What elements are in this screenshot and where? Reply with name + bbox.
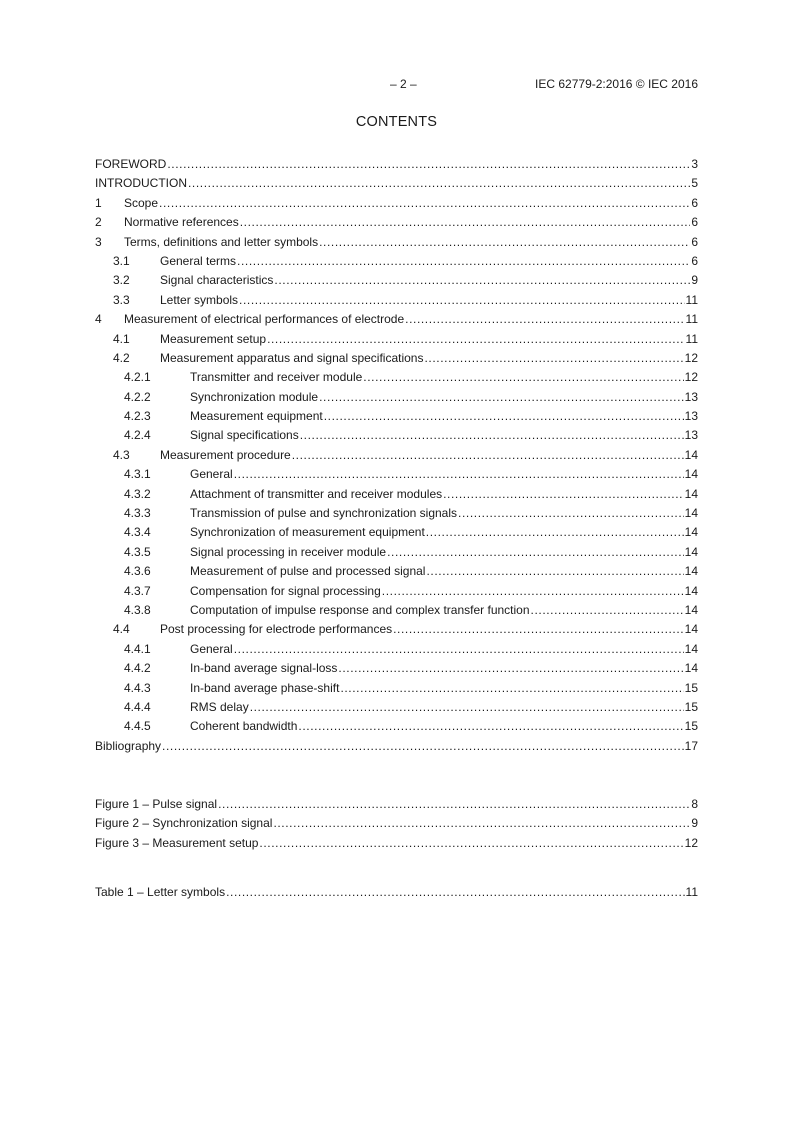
toc-entry[interactable]	[95, 485, 698, 504]
dot-leader	[300, 426, 684, 445]
toc-entry[interactable]	[95, 582, 698, 601]
toc-entry-title: Transmission of pulse and synchronization signals	[190, 506, 458, 521]
toc-entry-number: 4.4.3	[124, 680, 151, 695]
figure-entry[interactable]	[95, 834, 698, 853]
toc-entry-number: 4.3.4	[124, 525, 151, 540]
toc-entry[interactable]	[95, 426, 698, 445]
toc-entry[interactable]	[95, 271, 698, 290]
toc-page-number: 13	[684, 428, 698, 443]
toc-entry-title: General terms	[160, 253, 237, 268]
toc-entry-number: 4.3.2	[124, 486, 151, 501]
toc-entry-number: 2	[95, 215, 102, 230]
toc-entry-number: 4.4.1	[124, 641, 151, 656]
toc-entry[interactable]	[95, 543, 698, 562]
toc-entry-title: General	[190, 467, 233, 482]
toc-entry-title: RMS delay	[190, 699, 249, 714]
toc-page-number: 12	[684, 350, 698, 365]
toc-page-number: 14	[684, 583, 698, 598]
toc-entry[interactable]	[95, 368, 698, 387]
toc-entry-title: Measurement equipment	[190, 409, 323, 424]
toc-entry-number: 4.4.4	[124, 699, 151, 714]
toc-entry-number: 4.3.1	[124, 467, 151, 482]
toc-entry-number: 4.2.2	[124, 389, 151, 404]
toc-entry-number: 1	[95, 195, 102, 210]
toc-entry-title: Measurement procedure	[160, 447, 291, 462]
toc-entry[interactable]	[95, 310, 698, 329]
dot-leader	[319, 388, 684, 407]
toc-page-number: 15	[684, 719, 698, 734]
page-number: – 2 –	[390, 77, 417, 91]
toc-entry-number: 3.2	[113, 273, 130, 288]
toc-entry[interactable]	[95, 388, 698, 407]
toc-entry[interactable]	[95, 330, 698, 349]
toc-entry[interactable]	[95, 523, 698, 542]
dot-leader	[324, 407, 684, 426]
toc-entry-title: Figure 3 – Measurement setup	[95, 835, 259, 850]
toc-entry-number: 4	[95, 312, 102, 327]
dot-leader	[159, 194, 690, 213]
toc-page-number: 14	[684, 602, 698, 617]
toc-page-number: 13	[684, 389, 698, 404]
toc-entry-title: Computation of impulse response and complex transfer function	[190, 602, 530, 617]
dot-leader	[363, 368, 683, 387]
toc-entry-number: 4.2.4	[124, 428, 151, 443]
toc-page-number: 14	[684, 544, 698, 559]
toc-page-number: 15	[684, 699, 698, 714]
toc-entry-number: 4.4.5	[124, 719, 151, 734]
toc-page-number: 11	[685, 312, 698, 327]
toc-entry[interactable]	[95, 194, 698, 213]
toc-entry-title: Table 1 – Letter symbols	[95, 885, 226, 899]
toc-entry-number: 4.3.5	[124, 544, 151, 559]
dot-leader	[319, 233, 690, 252]
toc-entry[interactable]	[95, 213, 698, 232]
dot-leader	[259, 834, 683, 853]
toc-entry-title: Scope	[124, 195, 159, 210]
toc-entry-title: Measurement of electrical performances of electrode	[124, 312, 405, 327]
table-of-contents	[95, 155, 698, 756]
dot-leader	[234, 465, 684, 484]
toc-page-number: 14	[684, 506, 698, 521]
toc-page-number: 14	[684, 661, 698, 676]
toc-page-number: 5	[691, 176, 698, 191]
dot-leader	[424, 349, 683, 368]
toc-page-number: 15	[684, 680, 698, 695]
toc-entry-number: 4.3.7	[124, 583, 151, 598]
toc-entry[interactable]	[95, 737, 698, 756]
toc-page-number: 17	[684, 738, 698, 753]
toc-entry-number: 4.2.1	[124, 370, 151, 385]
toc-entry-title: Post processing for electrode performances	[160, 622, 393, 637]
toc-entry[interactable]	[95, 155, 698, 174]
toc-entry-number: 3.1	[113, 253, 130, 268]
toc-entry[interactable]	[95, 233, 698, 252]
toc-entry-title: Measurement of pulse and processed signal	[190, 564, 426, 579]
toc-entry[interactable]	[95, 252, 698, 271]
toc-entry-title: FOREWORD	[95, 157, 167, 171]
dot-leader	[382, 582, 684, 601]
toc-page-number: 9	[691, 273, 698, 288]
toc-entry-number: 4.4	[113, 622, 130, 637]
toc-entry[interactable]	[95, 465, 698, 484]
dot-leader	[239, 291, 685, 310]
toc-entry[interactable]	[95, 679, 698, 698]
toc-entry-number: 4.3.3	[124, 506, 151, 521]
toc-page-number: 11	[685, 292, 698, 307]
dot-leader	[387, 543, 684, 562]
dot-leader	[426, 562, 683, 581]
toc-page-number: 12	[684, 835, 698, 850]
dot-leader	[298, 717, 683, 736]
dot-leader	[226, 883, 684, 902]
toc-entry[interactable]	[95, 717, 698, 736]
toc-entry[interactable]	[95, 446, 698, 465]
toc-page-number: 14	[684, 622, 698, 637]
figure-entry[interactable]	[95, 795, 698, 814]
toc-entry[interactable]	[95, 659, 698, 678]
toc-page-number: 3	[691, 157, 698, 171]
toc-entry-number: 4.3.8	[124, 602, 151, 617]
toc-entry-title: In-band average signal-loss	[190, 661, 338, 676]
toc-entry[interactable]	[95, 640, 698, 659]
toc-entry-title: Terms, definitions and letter symbols	[124, 234, 319, 249]
toc-entry-title: Signal specifications	[190, 428, 299, 443]
dot-leader	[250, 698, 684, 717]
dot-leader	[237, 252, 690, 271]
dot-leader	[188, 174, 690, 193]
dot-leader	[267, 330, 684, 349]
dot-leader	[426, 523, 684, 542]
toc-entry-title: Signal characteristics	[160, 273, 274, 288]
toc-page-number: 11	[685, 885, 698, 899]
list-of-figures	[95, 795, 698, 853]
toc-entry-number: 4.2.3	[124, 409, 151, 424]
toc-page-number: 14	[684, 486, 698, 501]
toc-entry-title: Synchronization of measurement equipment	[190, 525, 425, 540]
toc-entry[interactable]	[95, 698, 698, 717]
toc-entry-title: INTRODUCTION	[95, 176, 187, 191]
toc-entry[interactable]	[95, 562, 698, 581]
toc-entry-title: Normative references	[124, 215, 239, 230]
dot-leader	[273, 814, 690, 833]
toc-entry-number: 4.3	[113, 447, 130, 462]
table-entry[interactable]	[95, 883, 698, 902]
dot-leader	[443, 485, 684, 504]
page-title: CONTENTS	[355, 114, 438, 130]
toc-entry[interactable]	[95, 291, 698, 310]
toc-page-number: 14	[684, 641, 698, 656]
toc-entry-number: 4.2	[113, 350, 130, 365]
dot-leader	[458, 504, 684, 523]
dot-leader	[393, 620, 684, 639]
toc-entry-number: 4.3.6	[124, 564, 151, 579]
toc-page-number: 14	[684, 467, 698, 482]
toc-entry-number: 3	[95, 234, 102, 249]
toc-entry[interactable]	[95, 601, 698, 620]
toc-page-number: 13	[684, 409, 698, 424]
dot-leader	[167, 155, 690, 174]
toc-entry[interactable]	[95, 349, 698, 368]
toc-entry-number: 4.4.2	[124, 661, 151, 676]
toc-entry[interactable]	[95, 620, 698, 639]
dot-leader	[531, 601, 684, 620]
toc-page-number: 14	[684, 525, 698, 540]
document-id: IEC 62779-2:2016 © IEC 2016	[535, 77, 698, 91]
toc-entry-title: Letter symbols	[160, 292, 239, 307]
toc-page-number: 6	[691, 253, 698, 268]
toc-entry[interactable]	[95, 504, 698, 523]
toc-entry-title: Transmitter and receiver module	[190, 370, 363, 385]
toc-entry-title: General	[190, 641, 233, 656]
toc-page-number: 8	[691, 797, 698, 811]
dot-leader	[162, 737, 684, 756]
toc-entry-title: Bibliography	[95, 738, 162, 753]
toc-entry-title: Synchronization module	[190, 389, 319, 404]
toc-page-number: 6	[691, 195, 698, 210]
toc-entry-title: Figure 2 – Synchronization signal	[95, 816, 273, 831]
toc-page-number: 9	[691, 816, 698, 831]
toc-entry-number: 3.3	[113, 292, 130, 307]
dot-leader	[240, 213, 691, 232]
toc-page-number: 6	[691, 234, 698, 249]
toc-page-number: 11	[685, 331, 698, 346]
dot-leader	[405, 310, 684, 329]
dot-leader	[218, 795, 690, 814]
toc-entry-number: 4.1	[113, 331, 130, 346]
page-header	[95, 77, 698, 93]
dot-leader	[338, 659, 683, 678]
dot-leader	[234, 640, 684, 659]
toc-entry[interactable]	[95, 174, 698, 193]
toc-entry-title: Signal processing in receiver module	[190, 544, 387, 559]
toc-entry[interactable]	[95, 407, 698, 426]
dot-leader	[340, 679, 683, 698]
toc-page-number: 14	[684, 564, 698, 579]
dot-leader	[292, 446, 684, 465]
toc-entry-title: Attachment of transmitter and receiver modules	[190, 486, 443, 501]
toc-entry-title: In-band average phase-shift	[190, 680, 340, 695]
toc-entry-title: Figure 1 – Pulse signal	[95, 797, 218, 811]
toc-page-number: 12	[684, 370, 698, 385]
toc-entry-title: Coherent bandwidth	[190, 719, 298, 734]
toc-entry-title: Measurement setup	[160, 331, 267, 346]
toc-page-number: 6	[691, 215, 698, 230]
toc-page-number: 14	[684, 447, 698, 462]
toc-entry-title: Measurement apparatus and signal specifications	[160, 350, 424, 365]
dot-leader	[274, 271, 690, 290]
toc-entry-title: Compensation for signal processing	[190, 583, 381, 598]
list-of-tables	[95, 883, 698, 902]
figure-entry[interactable]	[95, 814, 698, 833]
